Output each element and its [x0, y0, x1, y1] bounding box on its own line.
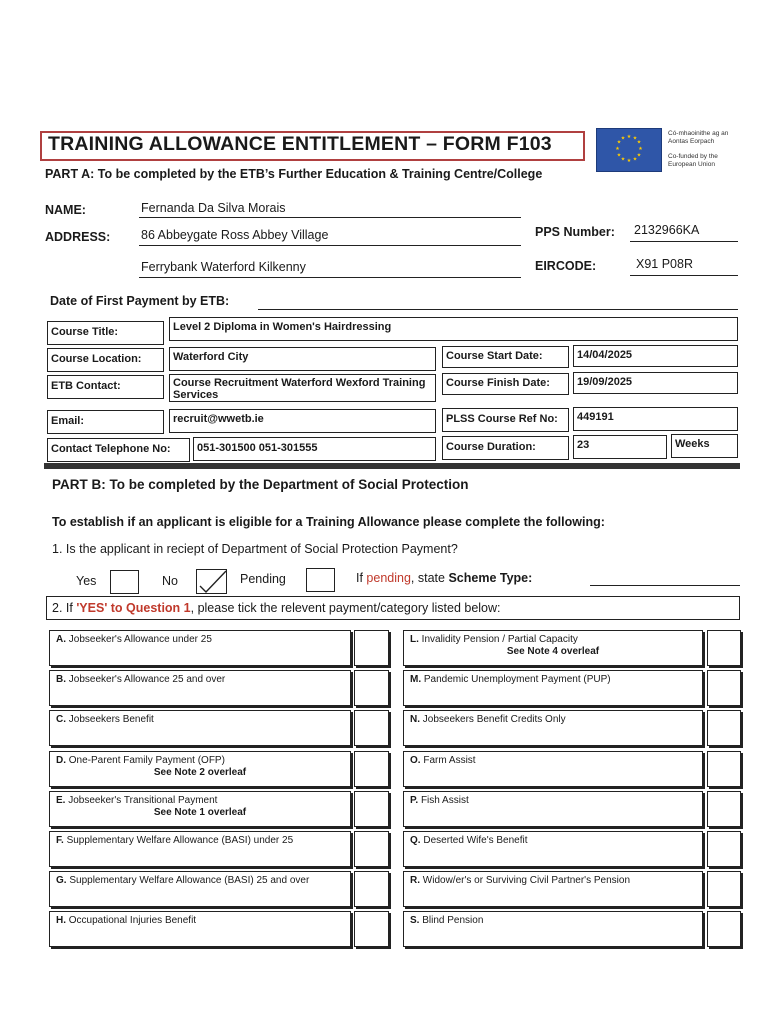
svg-text:★: ★	[632, 156, 638, 163]
payment-option-left-7	[49, 911, 351, 947]
payment-option-label: O. Farm Assist	[410, 755, 476, 766]
question-2: 2. If 'YES' to Question 1, please tick the relevent payment/category listed below:	[52, 601, 501, 615]
payment-option-label: C. Jobseekers Benefit	[56, 714, 154, 725]
payment-option-letter: H.	[56, 915, 69, 926]
payment-option-right-7	[403, 911, 703, 947]
address-underline-1	[139, 245, 521, 246]
tick-mark-icon	[196, 569, 227, 594]
course-title-label: Course Title:	[47, 321, 164, 345]
payment-option-right-5	[403, 831, 703, 867]
eu-text-english-1: Co-funded by the	[668, 153, 718, 160]
name-label: NAME:	[45, 203, 86, 217]
payment-checkbox-left-7[interactable]	[354, 911, 389, 947]
email-label: Email:	[47, 410, 164, 434]
payment-option-letter: N.	[410, 714, 423, 725]
payment-option-label: L. Invalidity Pension / Partial Capacity	[410, 634, 578, 645]
payment-option-letter: M.	[410, 674, 424, 685]
svg-text:★: ★	[626, 158, 632, 164]
payment-option-letter: R.	[410, 875, 423, 886]
form-title: TRAINING ALLOWANCE ENTITLEMENT – FORM F103	[48, 133, 552, 155]
section-divider	[44, 463, 740, 469]
payment-option-letter: E.	[56, 795, 69, 806]
payment-option-left-4	[49, 791, 351, 827]
payment-option-letter: O.	[410, 755, 424, 766]
part-b-heading: PART B: To be completed by the Department of Social Protection	[52, 477, 469, 492]
payment-checkbox-right-3[interactable]	[707, 751, 741, 787]
payment-option-letter: C.	[56, 714, 69, 725]
payment-checkbox-left-6[interactable]	[354, 871, 389, 907]
payment-checkbox-left-3[interactable]	[354, 751, 389, 787]
payment-checkbox-right-2[interactable]	[707, 710, 741, 746]
payment-option-label: Q. Deserted Wife's Benefit	[410, 835, 528, 846]
eircode-value: X91 P08R	[636, 257, 693, 271]
eu-text-english-2: European Union	[668, 161, 715, 168]
payment-checkbox-right-5[interactable]	[707, 831, 741, 867]
payment-option-left-1	[49, 670, 351, 706]
etb-contact-label: ETB Contact:	[47, 375, 164, 399]
email-value: recruit@wwetb.ie	[169, 409, 436, 433]
svg-text:★: ★	[626, 134, 632, 140]
payment-option-label: N. Jobseekers Benefit Credits Only	[410, 714, 566, 725]
svg-text:★: ★	[636, 152, 642, 159]
payment-option-right-4	[403, 791, 703, 827]
payment-option-letter: G.	[56, 875, 70, 886]
no-label: No	[162, 574, 178, 588]
pps-value: 2132966KA	[634, 223, 700, 237]
payment-option-letter: S.	[410, 915, 423, 926]
eu-stars-icon	[597, 129, 661, 171]
payment-option-left-2	[49, 710, 351, 746]
pps-underline	[630, 241, 738, 242]
scheme-type-underline[interactable]	[590, 585, 740, 586]
payment-option-letter: P.	[410, 795, 421, 806]
eircode-underline	[630, 275, 738, 276]
no-checkbox[interactable]	[196, 569, 227, 594]
etb-contact-value: Course Recruitment Waterford Wexford Training Services	[169, 374, 436, 402]
payment-option-letter: L.	[410, 634, 422, 645]
pps-label: PPS Number:	[535, 225, 615, 239]
duration-value: 23	[573, 435, 667, 459]
svg-text:★: ★	[620, 135, 626, 142]
payment-checkbox-right-6[interactable]	[707, 871, 741, 907]
yes-checkbox[interactable]	[110, 570, 139, 594]
phone-label: Contact Telephone No:	[47, 438, 190, 462]
course-location-label: Course Location:	[47, 348, 164, 372]
svg-text:★: ★	[636, 139, 642, 146]
payment-option-label: G. Supplementary Welfare Allowance (BASI) 25 and over	[56, 875, 310, 886]
payment-option-left-6	[49, 871, 351, 907]
svg-text:★: ★	[632, 135, 638, 142]
payment-option-right-6	[403, 871, 703, 907]
name-value: Fernanda Da Silva Morais	[141, 201, 286, 215]
pending-label: Pending	[240, 572, 286, 586]
payment-option-label: S. Blind Pension	[410, 915, 484, 926]
payment-option-label: B. Jobseeker's Allowance 25 and over	[56, 674, 226, 685]
svg-text:★: ★	[616, 152, 622, 159]
payment-option-left-0	[49, 630, 351, 666]
course-start-value: 14/04/2025	[573, 345, 738, 367]
payment-checkbox-right-0[interactable]	[707, 630, 741, 666]
yes-label: Yes	[76, 574, 97, 588]
eu-text-irish-2: Aontas Eorpach	[668, 138, 715, 145]
svg-text:★: ★	[616, 139, 622, 146]
payment-option-label: R. Widow/er's or Surviving Civil Partner's Pension	[410, 875, 631, 886]
scheme-type-prompt: If pending, state Scheme Type:	[356, 571, 533, 585]
payment-checkbox-left-2[interactable]	[354, 710, 389, 746]
plss-value: 449191	[573, 407, 738, 431]
question-1: 1. Is the applicant in reciept of Department of Social Protection Payment?	[52, 542, 458, 556]
payment-checkbox-left-4[interactable]	[354, 791, 389, 827]
name-underline	[139, 217, 521, 218]
duration-label: Course Duration:	[442, 436, 569, 460]
plss-label: PLSS Course Ref No:	[442, 408, 569, 432]
course-location-value: Waterford City	[169, 347, 436, 371]
payment-option-right-0	[403, 630, 703, 666]
payment-option-left-3	[49, 751, 351, 787]
payment-checkbox-left-0[interactable]	[354, 630, 389, 666]
payment-option-note: See Note 1 overleaf	[153, 807, 247, 818]
payment-option-label: M. Pandemic Unemployment Payment (PUP)	[410, 674, 611, 685]
payment-option-label: A. Jobseeker's Allowance under 25	[56, 634, 212, 645]
payment-option-note: See Note 2 overleaf	[153, 767, 247, 778]
payment-option-label: F. Supplementary Welfare Allowance (BASI) under 25	[56, 835, 294, 846]
payment-option-right-3	[403, 751, 703, 787]
first-payment-label: Date of First Payment by ETB:	[50, 294, 230, 308]
pending-checkbox[interactable]	[306, 568, 335, 592]
payment-option-right-1	[403, 670, 703, 706]
address-line-2: Ferrybank Waterford Kilkenny	[141, 260, 306, 274]
svg-text:★: ★	[620, 156, 626, 163]
phone-value: 051-301500 051-301555	[193, 437, 436, 461]
address-line-1: 86 Abbeygate Ross Abbey Village	[141, 228, 329, 242]
address-underline-2	[139, 277, 521, 278]
payment-option-note: See Note 4 overleaf	[506, 646, 600, 657]
pending-word: pending	[366, 571, 411, 585]
payment-option-letter: A.	[56, 634, 69, 645]
payment-option-letter: D.	[56, 755, 69, 766]
payment-option-label: H. Occupational Injuries Benefit	[56, 915, 197, 926]
first-payment-underline	[258, 309, 738, 310]
payment-option-letter: Q.	[410, 835, 424, 846]
course-title-value: Level 2 Diploma in Women's Hairdressing	[169, 317, 738, 341]
part-a-heading: PART A: To be completed by the ETB’s Further Education & Training Centre/College	[45, 167, 543, 181]
eircode-label: EIRCODE:	[535, 259, 597, 273]
course-finish-value: 19/09/2025	[573, 372, 738, 394]
eu-flag-logo	[596, 128, 662, 172]
svg-text:★: ★	[615, 146, 620, 152]
payment-checkbox-right-1[interactable]	[707, 670, 741, 706]
part-b-instruction: To establish if an applicant is eligible for a Training Allowance please complete the following:	[52, 515, 605, 529]
payment-option-letter: F.	[56, 835, 67, 846]
svg-text:★: ★	[638, 146, 643, 152]
course-finish-label: Course Finish Date:	[442, 373, 569, 395]
address-label: ADDRESS:	[45, 230, 111, 244]
payment-checkbox-right-7[interactable]	[707, 911, 741, 947]
payment-option-label: E. Jobseeker's Transitional Payment	[56, 795, 218, 806]
payment-checkbox-left-5[interactable]	[354, 831, 389, 867]
eu-text-irish-1: Có-mhaoinithe ag an	[668, 130, 729, 137]
payment-option-label: P. Fish Assist	[410, 795, 469, 806]
payment-option-letter: B.	[56, 674, 69, 685]
payment-option-left-5	[49, 831, 351, 867]
payment-option-label: D. One-Parent Family Payment (OFP)	[56, 755, 225, 766]
payment-checkbox-right-4[interactable]	[707, 791, 741, 827]
payment-option-right-2	[403, 710, 703, 746]
payment-checkbox-left-1[interactable]	[354, 670, 389, 706]
duration-unit: Weeks	[671, 434, 738, 458]
course-start-label: Course Start Date:	[442, 346, 569, 368]
